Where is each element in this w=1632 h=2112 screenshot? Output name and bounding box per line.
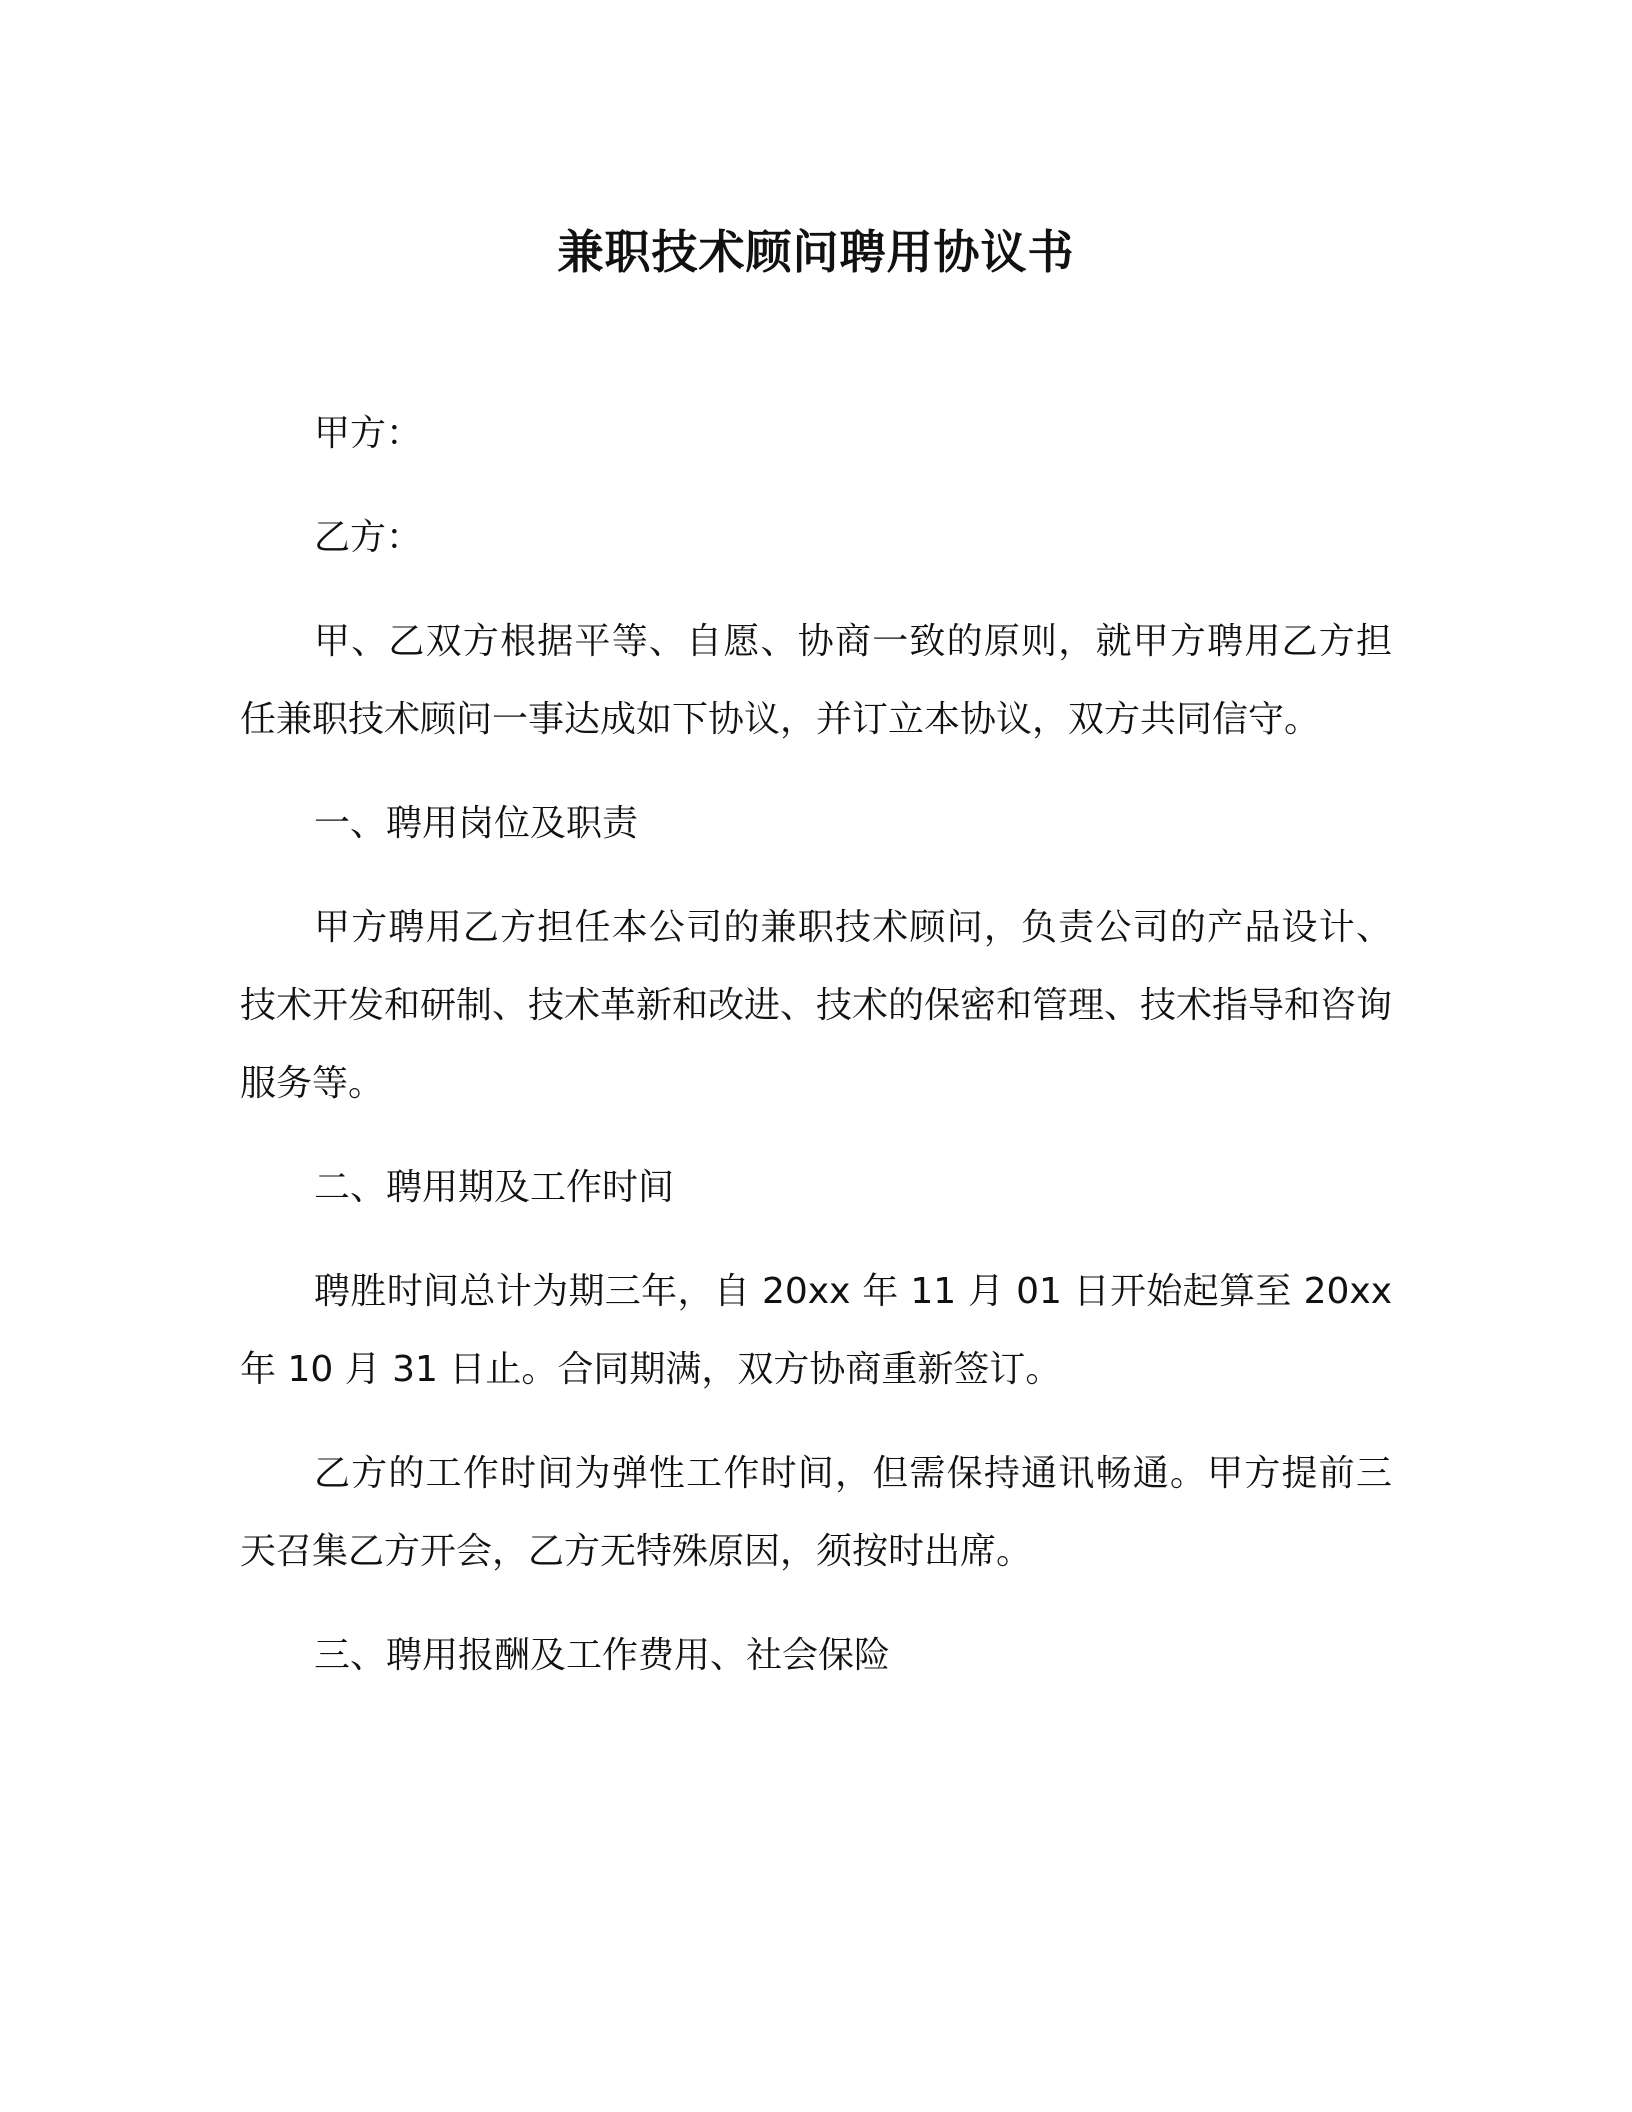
intro-paragraph: 甲、乙双方根据平等、自愿、协商一致的原则，就甲方聘用乙方担任兼职技术顾问一事达成如下协议，并订立本协议，双方共同信守。 [240, 621, 1392, 740]
section-1-paragraph: 甲方聘用乙方担任本公司的兼职技术顾问，负责公司的产品设计、技术开发和研制、技术革新和改进、技术的保密和管理、技术指导和咨询服务等。 [240, 907, 1393, 1104]
document-body [240, 395, 1392, 1721]
party-b-field: 乙方： [314, 517, 423, 558]
section-2-heading: 二、聘用期及工作时间 [314, 1167, 675, 1208]
section-3-heading: 三、聘用报酬及工作费用、社会保险 [314, 1635, 891, 1676]
section-2-paragraph-1: 聘胜时间总计为期三年，自 20xx 年 11 月 01 日开始起算至 20xx 年 10 月 31 日止。合同期满，双方协商重新签订。 [240, 1271, 1392, 1390]
section-1-heading: 一、聘用岗位及职责 [314, 803, 639, 844]
party-a-field: 甲方： [314, 413, 423, 454]
document-title: 兼职技术顾问聘用协议书 [557, 225, 1075, 279]
section-2-paragraph-2: 乙方的工作时间为弹性工作时间，但需保持通讯畅通。甲方提前三天召集乙方开会，乙方无特殊原因，须按时出席。 [240, 1453, 1392, 1572]
